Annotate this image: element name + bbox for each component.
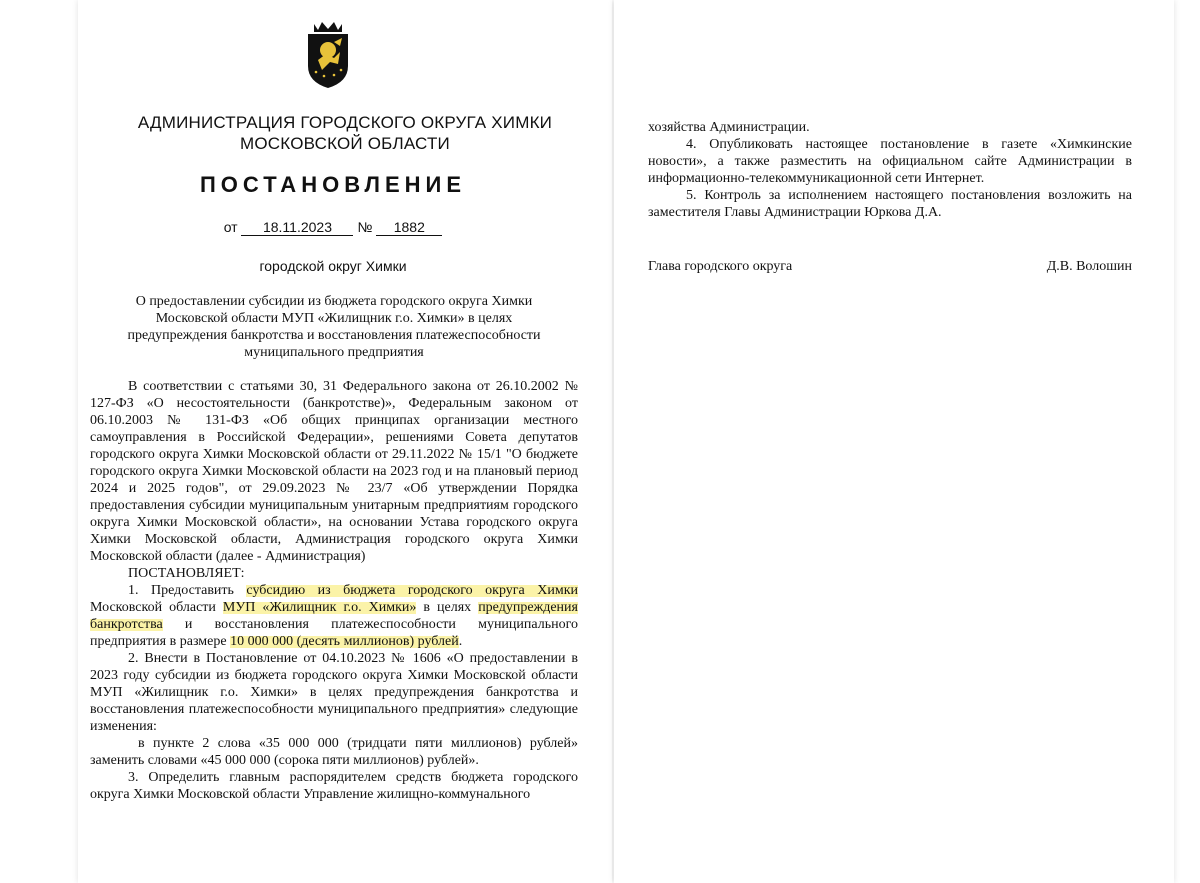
document-date: 18.11.2023 (241, 219, 353, 236)
document-title: ПОСТАНОВЛЕНИЕ (199, 172, 467, 197)
admin-line-2: МОСКОВСКОЙ ОБЛАСТИ (240, 134, 450, 153)
signatory-name: Д.В. Волошин (1046, 259, 1132, 274)
document-body-left (90, 378, 578, 803)
document-page-2 (614, 0, 1174, 883)
number-prefix: № (357, 219, 373, 235)
date-number-line (78, 219, 588, 236)
signatory-position: Глава городского округа (648, 259, 793, 274)
highlight-subsidy: субсидию из бюджета городского округа Химки (246, 583, 578, 598)
highlight-bankruptcy: предупреждения банкротства (90, 600, 578, 632)
highlight-amount: 10 000 000 (десять миллионов) рублей (230, 634, 459, 649)
item-1-mid-c: и восстановления платежеспособности муниципального предприятия в размере (90, 617, 578, 649)
document-body-right (648, 119, 1132, 221)
admin-line-1: АДМИНИСТРАЦИЯ ГОРОДСКОГО ОКРУГА ХИМКИ (137, 113, 553, 132)
item-1-mid-b: в целях (416, 600, 479, 615)
item-4-paragraph: 4. Опубликовать настоящее постановление в газете «Химкинские новости», а также разместить на официальном сайте Администрации в информационно-телекоммуникационной сети Интернет. (648, 137, 1132, 186)
item-3-paragraph: 3. Определить главным распорядителем средств бюджета городского округа Химки Московской области Управление жилищно-коммунального (90, 770, 578, 802)
item-5-paragraph: 5. Контроль за исполнением настоящего постановления возложить на заместителя Главы Администрации Юркова Д.А. (648, 188, 1132, 220)
item-2-change: в пункте 2 слова «35 000 000 (тридцати пяти миллионов) рублей» заменить словами «45 000 000 (сорока пяти миллионов) рублей». (90, 736, 578, 768)
document-number: 1882 (376, 219, 442, 236)
subject-line-3: предупреждения банкротства и восстановления платежеспособности (127, 328, 541, 343)
date-prefix: от (223, 219, 238, 235)
administration-name (78, 112, 612, 154)
item-1-prefix: 1. Предоставить (128, 583, 247, 598)
subject-line-4: муниципального предприятия (244, 345, 424, 360)
item-2-paragraph: 2. Внести в Постановление от 04.10.2023 № 1606 «О предоставлении в 2023 году субсидии из бюджета городского округа Химки Московской области МУП «Жилищник г.о. Химки» в целях предупреждения банкротства и восстановления платежеспособности муниципального предприятия» следующие изменения: (90, 651, 578, 734)
preamble-paragraph: В соответствии с статьями 30, 31 Федерального закона от 26.10.2002 № 127-ФЗ «О несостоятельности (банкротстве)», Федеральным законом от 06.10.2003 № 131-ФЗ «Об общих принципах организации местного самоуправления в Российской Федерации», решениями Совета депутатов городского округа Химки Московской области от 29.11.2022 № 15/1 "О бюджете городского округа Химки Московской области на 2023 год и на плановый период 2024 и 2025 годов", от 29.09.2023 № 23/7 «Об утверждении Порядка предоставления субсидии муниципальным унитарным предприятиям городского округа Химки Московской области», на основании Устава городского округа Химки Московской области, Администрация городского округа Химки Московской области (далее - Администрация) (90, 379, 578, 564)
resolves-heading: ПОСТАНОВЛЯЕТ: (128, 566, 245, 581)
item-3-continuation: хозяйства Администрации. (648, 120, 810, 135)
document-subject (98, 293, 570, 361)
item-1-mid-a: Московской области (90, 600, 223, 615)
item-1-suffix: . (458, 634, 463, 649)
signature-block (648, 259, 1132, 275)
city-name: городской округ Химки (259, 258, 407, 274)
item-1-paragraph (90, 582, 578, 650)
coat-of-arms-emblem (304, 20, 352, 90)
subject-line-1: О предоставлении субсидии из бюджета городского округа Химки (135, 294, 533, 309)
subject-line-2: Московской области МУП «Жилищник г.о. Химки» в целях (155, 311, 513, 326)
highlight-enterprise: МУП «Жилищник г.о. Химки» (222, 600, 417, 615)
document-page-1 (78, 0, 612, 883)
